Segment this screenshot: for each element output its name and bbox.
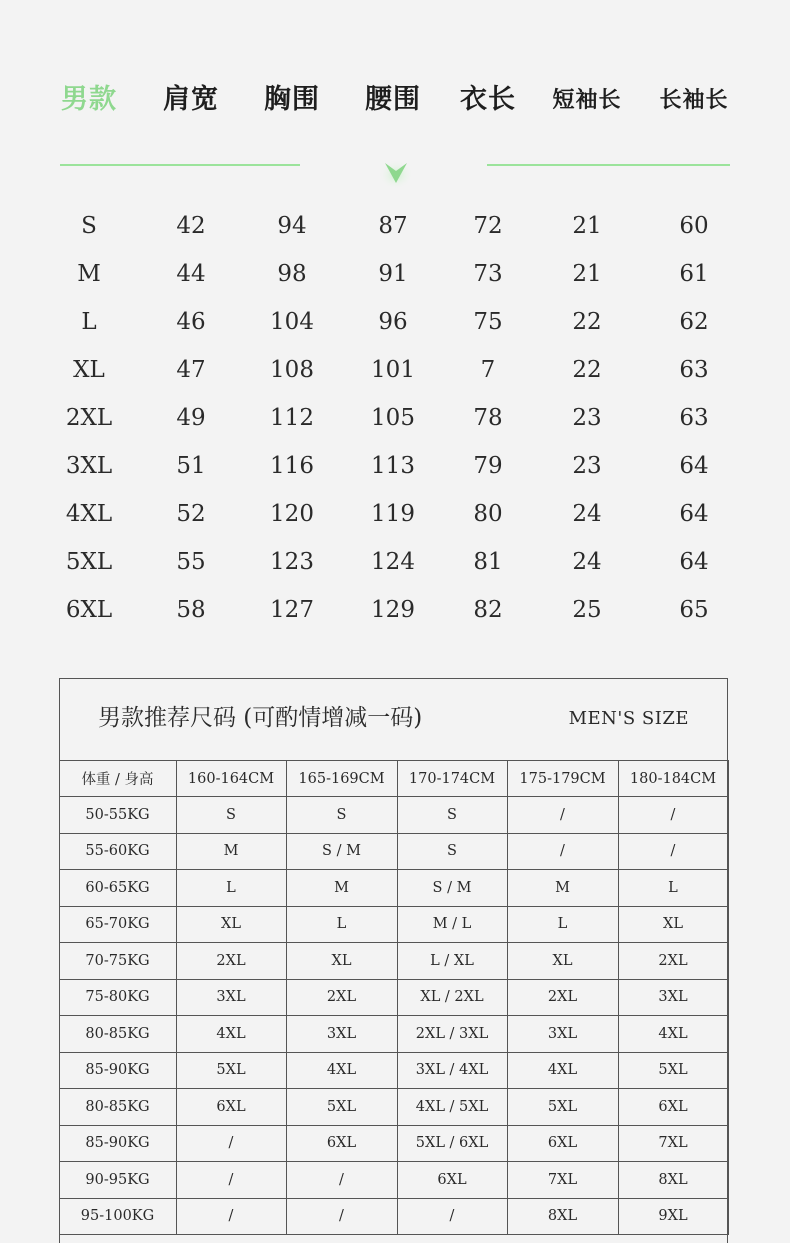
recommended-size: XL	[618, 906, 728, 943]
measurement-value: 94	[277, 213, 307, 239]
recommended-size: 5XL	[286, 1089, 397, 1126]
weight-label: 65-70KG	[59, 906, 176, 943]
measurement-value: 87	[378, 213, 408, 239]
measurement-value: 21	[572, 261, 602, 287]
column-header: 170-174CM	[397, 761, 507, 797]
weight-label: 85-90KG	[59, 1125, 176, 1162]
recommend-grid	[59, 760, 729, 1235]
column-header: 体重 / 身高	[59, 761, 176, 797]
header-cell: 衣长	[460, 84, 516, 115]
measurement-value: 105	[371, 405, 415, 431]
measurement-value: 81	[473, 549, 503, 575]
table-row	[59, 943, 728, 980]
weight-label: 75-80KG	[59, 979, 176, 1016]
recommended-size: 7XL	[618, 1125, 728, 1162]
recommend-title: 男款推荐尺码 (可酌情增减一码)	[98, 705, 423, 731]
weight-label: 80-85KG	[59, 1016, 176, 1053]
recommended-size: L / XL	[397, 943, 507, 980]
measurement-value: 124	[371, 549, 415, 575]
measurement-value: 62	[679, 309, 709, 335]
size-label: 3XL	[65, 453, 113, 479]
recommended-size: 2XL	[618, 943, 728, 980]
measurement-value: 123	[270, 549, 314, 575]
measurement-value: 24	[572, 501, 602, 527]
measurement-value: 23	[572, 405, 602, 431]
recommended-size: 9XL	[618, 1198, 728, 1235]
table-row	[59, 1162, 728, 1199]
recommended-size: 4XL	[507, 1052, 618, 1089]
measurement-value: 64	[679, 453, 709, 479]
measurement-value: 63	[679, 357, 709, 383]
measurement-value: 55	[176, 549, 206, 575]
recommended-size: /	[176, 1198, 286, 1235]
recommended-size: /	[618, 797, 728, 834]
right-divider	[487, 164, 730, 166]
size-row	[0, 298, 790, 346]
measurement-value: 79	[473, 453, 503, 479]
measurement-value: 72	[473, 213, 503, 239]
recommended-size: 3XL	[176, 979, 286, 1016]
column-header: 180-184CM	[618, 761, 728, 797]
measurement-value: 64	[679, 501, 709, 527]
size-row	[0, 394, 790, 442]
size-row	[0, 490, 790, 538]
recommended-size: M	[176, 833, 286, 870]
recommended-size: S	[176, 797, 286, 834]
size-label: S	[81, 213, 97, 239]
measurement-value: 51	[176, 453, 206, 479]
size-row	[0, 538, 790, 586]
size-row	[0, 586, 790, 634]
recommended-size: /	[176, 1125, 286, 1162]
recommended-size: L	[618, 870, 728, 907]
table-row	[59, 906, 728, 943]
recommend-subtitle: MEN'S SIZE	[568, 708, 689, 729]
measurement-value: 129	[371, 597, 415, 623]
recommended-size: L	[507, 906, 618, 943]
measurement-value: 73	[473, 261, 503, 287]
recommended-size: 4XL	[286, 1052, 397, 1089]
recommended-size: 2XL	[176, 943, 286, 980]
recommended-size: S	[397, 797, 507, 834]
recommended-size: L	[176, 870, 286, 907]
table-row	[59, 870, 728, 907]
table-row	[59, 979, 728, 1016]
column-header: 175-179CM	[507, 761, 618, 797]
recommended-size: 3XL	[507, 1016, 618, 1053]
recommended-size: XL	[286, 943, 397, 980]
size-row	[0, 202, 790, 250]
size-row	[0, 346, 790, 394]
recommended-size: 3XL	[618, 979, 728, 1016]
recommend-header-row	[59, 761, 728, 797]
table-row	[59, 797, 728, 834]
size-label: XL	[73, 357, 105, 383]
recommended-size: /	[176, 1162, 286, 1199]
recommended-size: XL / 2XL	[397, 979, 507, 1016]
recommended-size: /	[286, 1198, 397, 1235]
weight-label: 90-95KG	[59, 1162, 176, 1199]
measurement-value: 52	[176, 501, 206, 527]
recommended-size: 8XL	[618, 1162, 728, 1199]
recommended-size: S	[397, 833, 507, 870]
recommended-size: S / M	[397, 870, 507, 907]
table-row	[59, 1125, 728, 1162]
measurement-value: 78	[473, 405, 503, 431]
measurement-value: 22	[572, 309, 602, 335]
measurement-value: 65	[679, 597, 709, 623]
measurement-value: 120	[270, 501, 314, 527]
recommended-size: 3XL	[286, 1016, 397, 1053]
size-chart-header	[0, 78, 790, 122]
size-label: M	[77, 261, 101, 287]
header-cell: 短袖长	[552, 87, 622, 113]
recommended-size: 5XL	[176, 1052, 286, 1089]
header-cell: 腰围	[365, 84, 421, 115]
measurement-value: 25	[572, 597, 602, 623]
measurement-value: 58	[176, 597, 206, 623]
recommended-size: 2XL / 3XL	[397, 1016, 507, 1053]
recommended-size: 7XL	[507, 1162, 618, 1199]
size-row	[0, 442, 790, 490]
measurement-value: 96	[378, 309, 408, 335]
measurement-value: 113	[371, 453, 415, 479]
recommended-size: 5XL / 6XL	[397, 1125, 507, 1162]
recommended-size: /	[507, 797, 618, 834]
weight-label: 85-90KG	[59, 1052, 176, 1089]
measurement-value: 44	[176, 261, 206, 287]
measurement-value: 104	[270, 309, 314, 335]
measurement-value: 63	[679, 405, 709, 431]
measurement-value: 21	[572, 213, 602, 239]
recommended-size: 4XL	[618, 1016, 728, 1053]
recommended-size: S / M	[286, 833, 397, 870]
recommended-size-panel	[59, 678, 728, 1243]
recommended-size: 6XL	[397, 1162, 507, 1199]
table-row	[59, 1198, 728, 1235]
measurement-value: 7	[480, 357, 496, 383]
recommended-size: 8XL	[507, 1198, 618, 1235]
recommended-size: L	[286, 906, 397, 943]
recommended-size: M	[286, 870, 397, 907]
measurement-value: 47	[176, 357, 206, 383]
table-row	[59, 1089, 728, 1126]
measurement-value: 82	[473, 597, 503, 623]
weight-label: 50-55KG	[59, 797, 176, 834]
recommended-size: 4XL	[176, 1016, 286, 1053]
recommended-size: 6XL	[507, 1125, 618, 1162]
size-label: 2XL	[65, 405, 113, 431]
measurement-value: 80	[473, 501, 503, 527]
measurement-value: 101	[371, 357, 415, 383]
measurement-value: 22	[572, 357, 602, 383]
header-cell: 肩宽	[163, 84, 219, 115]
recommended-size: /	[507, 833, 618, 870]
column-header: 160-164CM	[176, 761, 286, 797]
recommended-size: XL	[507, 943, 618, 980]
recommended-size: /	[618, 833, 728, 870]
measurement-value: 46	[176, 309, 206, 335]
table-row	[59, 833, 728, 870]
recommended-size: XL	[176, 906, 286, 943]
column-header: 165-169CM	[286, 761, 397, 797]
recommended-size: /	[397, 1198, 507, 1235]
recommended-size: M / L	[397, 906, 507, 943]
recommended-size: 4XL / 5XL	[397, 1089, 507, 1126]
header-cell: 长袖长	[659, 87, 729, 113]
size-label: 5XL	[65, 549, 113, 575]
recommended-size: 2XL	[507, 979, 618, 1016]
recommended-size: 2XL	[286, 979, 397, 1016]
size-label: L	[81, 309, 97, 335]
measurement-value: 23	[572, 453, 602, 479]
measurement-value: 98	[277, 261, 307, 287]
measurement-value: 112	[270, 405, 314, 431]
recommended-size: M	[507, 870, 618, 907]
measurement-value: 91	[378, 261, 408, 287]
size-label: 4XL	[65, 501, 113, 527]
measurement-value: 42	[176, 213, 206, 239]
table-row	[59, 1016, 728, 1053]
recommended-size: 6XL	[176, 1089, 286, 1126]
measurement-value: 119	[371, 501, 415, 527]
weight-label: 55-60KG	[59, 833, 176, 870]
recommended-size: 5XL	[507, 1089, 618, 1126]
measurement-value: 127	[270, 597, 314, 623]
weight-label: 60-65KG	[59, 870, 176, 907]
header-cell: 男款	[61, 84, 117, 115]
table-row	[59, 1052, 728, 1089]
measurement-value: 49	[176, 405, 206, 431]
measurement-value: 24	[572, 549, 602, 575]
measurement-value: 61	[679, 261, 709, 287]
measurement-value: 64	[679, 549, 709, 575]
measurement-value: 60	[679, 213, 709, 239]
recommended-size: 6XL	[618, 1089, 728, 1126]
recommended-size: /	[286, 1162, 397, 1199]
measurement-value: 108	[270, 357, 314, 383]
recommended-size: 3XL / 4XL	[397, 1052, 507, 1089]
weight-label: 70-75KG	[59, 943, 176, 980]
recommended-size: 5XL	[618, 1052, 728, 1089]
weight-label: 95-100KG	[59, 1198, 176, 1235]
measurement-value: 116	[270, 453, 314, 479]
size-row	[0, 250, 790, 298]
size-label: 6XL	[65, 597, 113, 623]
weight-label: 80-85KG	[59, 1089, 176, 1126]
chevron-down-icon	[378, 156, 414, 190]
recommended-size: S	[286, 797, 397, 834]
header-cell: 胸围	[264, 84, 320, 115]
measurement-value: 75	[473, 309, 503, 335]
recommended-size: 6XL	[286, 1125, 397, 1162]
left-divider	[60, 164, 300, 166]
